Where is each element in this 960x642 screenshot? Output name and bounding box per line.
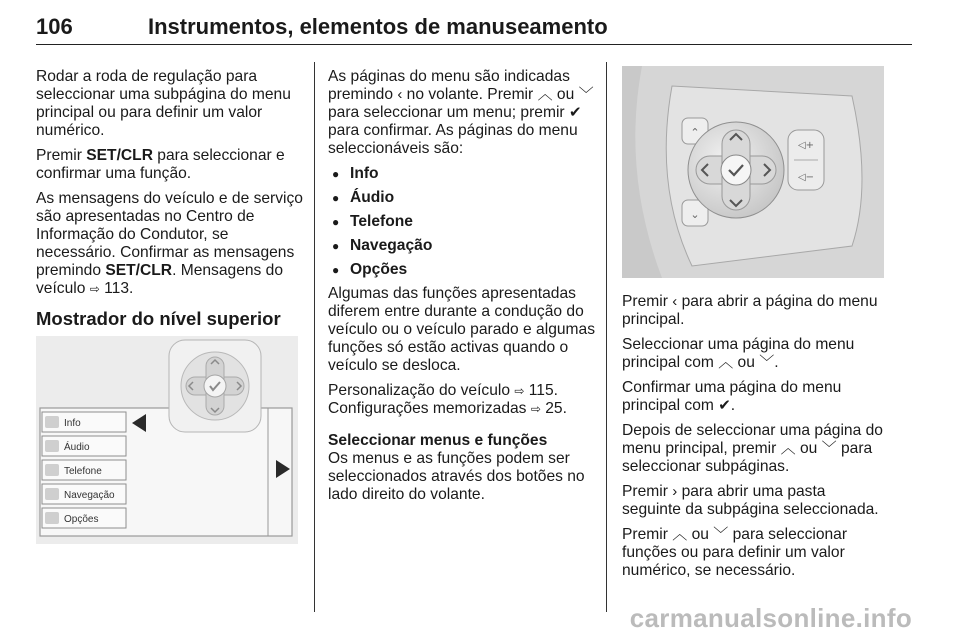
reference-arrow-icon: ⇨ [530,402,541,416]
left-chevron-icon: ‹ [397,86,403,103]
page-title: Instrumentos, elementos de manuseamento [148,14,608,39]
down-chevron-icon: ﹀ [759,354,775,371]
paragraph: Seleccionar uma página do menu principal com ︿ ou ﹀. [622,336,855,371]
reference-arrow-icon: ⇨ [514,384,525,398]
paragraph: Algumas das funções apresentadas diferem entre durante a condução do veículo ou o veículo parado e algumas funções só estão activas quando o veículo se desloca. [328,285,595,374]
check-icon: ✔ [718,397,731,414]
display-menu-item-label: Opções [64,514,99,525]
paragraph: As mensagens do veículo e de serviço são apresentadas no Centro de Informação do Condutor, se necessário. Confirmar as mensagens premindo SET/CLR. Mensagens do veículo ⇨ 113. [36,190,303,297]
display-menu-item-label: Telefone [64,466,102,477]
display-menu-item-icon [45,440,59,452]
display-menu-item-icon [45,416,59,428]
page-header [36,8,912,45]
list-item: ● Navegação [328,237,596,255]
display-menu-item [42,484,126,504]
column-divider [314,62,315,612]
display-menu-item-label: Info [64,418,81,429]
list-item: ● Telefone [328,213,596,231]
display-menu-item-icon [45,512,59,524]
display-menu-item-label: Navegação [64,490,115,501]
up-chevron-icon: ︿ [780,440,796,457]
column-divider [606,62,607,612]
column-3 [622,293,888,587]
section-heading: Seleccionar menus e funções [328,432,548,449]
display-menu-item-icon [45,488,59,500]
paragraph: Personalização do veículo ⇨ 115. Configurações memorizadas ⇨ 25. [328,382,567,417]
paragraph: Premir SET/CLR para seleccionar e confirmar uma função. [36,147,285,182]
display-menu-item [42,412,126,432]
paragraph: Rodar a roda de regulação para seleccionar uma subpágina do menu principal ou para definir um valor numérico. [36,68,291,139]
up-chevron-icon: ︿ [537,86,553,103]
paragraph: Premir › para abrir uma pasta seguinte da subpágina seleccionada. [622,483,879,518]
left-chevron-icon: ‹ [672,293,678,310]
list-item: ● Opções [328,261,596,279]
down-chevron-icon: ﹀ [713,526,729,543]
top-level-display-figure [36,336,298,544]
display-menu-item [42,508,126,528]
paragraph: Premir ‹ para abrir a página do menu principal. [622,293,878,328]
paragraph: Os menus e as funções podem ser seleccionados através dos botões no lado direito do volante. [328,450,585,503]
paragraph: Depois de seleccionar uma página do menu principal, premir ︿ ou ﹀ para seleccionar subpáginas. [622,422,883,475]
watermark-footer: carmanualsonline.info [629,603,912,633]
page-number: 106 [36,14,73,39]
svg-text:◁+: ◁+ [797,140,815,151]
right-chevron-icon: › [672,483,678,500]
svg-text:◁−: ◁− [797,172,815,183]
steering-wheel-figure [622,66,884,278]
svg-text:⌃: ⌃ [690,126,700,139]
display-menu-item [42,460,126,480]
display-illustration [36,336,298,544]
list-item: ● Info [328,165,596,183]
check-icon: ✔ [568,104,582,121]
down-chevron-icon: ﹀ [578,86,594,103]
svg-text:⌄: ⌄ [690,208,700,221]
up-chevron-icon: ︿ [672,526,688,543]
section-heading: Mostrador do nível superior [36,308,281,329]
steering-wheel-illustration [622,66,884,278]
up-chevron-icon: ︿ [718,354,734,371]
list-item: ● Áudio [328,189,596,207]
down-chevron-icon: ﹀ [821,440,837,457]
paragraph: Premir ︿ ou ﹀ para seleccionar funções ou para definir um valor numérico, se necessário. [622,526,848,579]
ok-button-icon [721,155,751,185]
reference-arrow-icon: ⇨ [89,282,100,296]
column-1 [36,68,304,338]
paragraph: Confirmar uma página do menu principal com ✔. [622,379,842,414]
paragraph: As páginas do menu são indicadas premindo ‹ no volante. Premir ︿ ou ﹀ para seleccionar um menu; premir ✔ para confirmar. As páginas do menu seleccionáveis são: [328,68,594,157]
display-menu-item-icon [45,464,59,476]
display-menu-item-label: Áudio [64,442,90,453]
column-2 [328,68,596,511]
controller-inset-icon [169,340,261,432]
menu-list [328,165,596,279]
display-menu-item [42,436,126,456]
